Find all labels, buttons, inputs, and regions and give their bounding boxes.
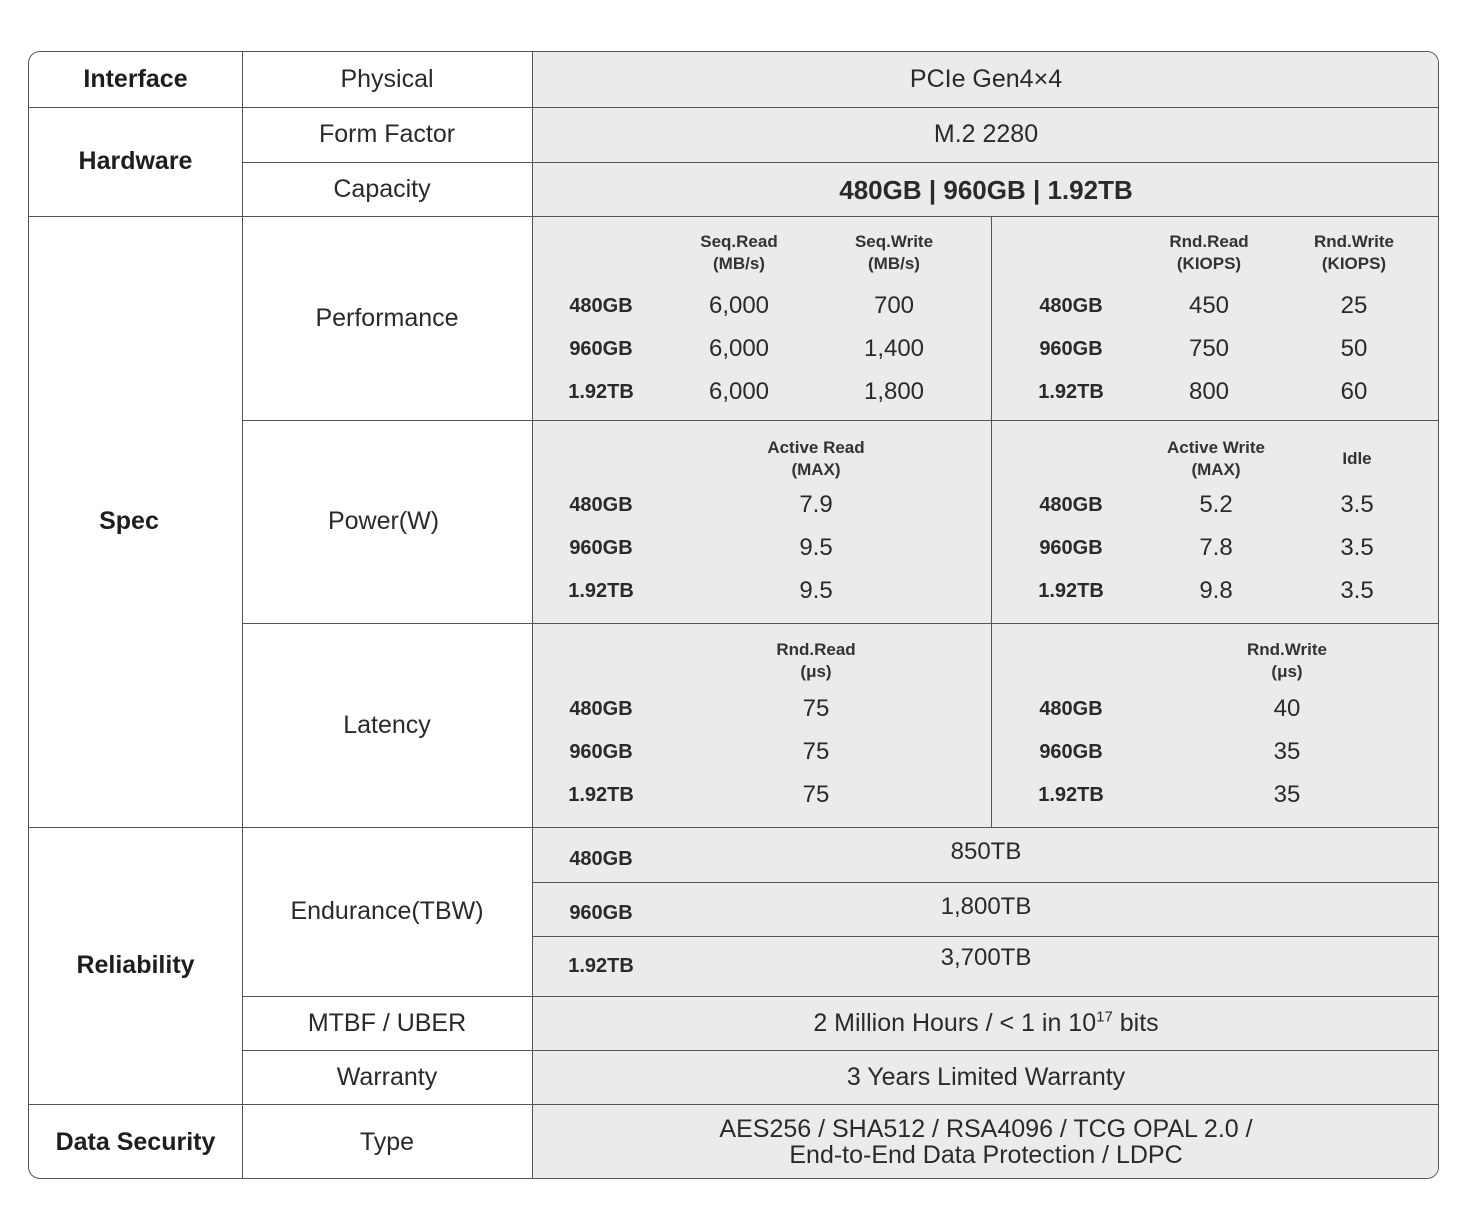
spec-table — [28, 51, 1439, 1179]
perf-row-label: 480GB — [569, 294, 633, 317]
latency-value: 40 — [1273, 695, 1301, 722]
value-capacity: 480GB | 960GB | 1.92TB — [839, 175, 1133, 205]
perf-value: 800 — [1188, 378, 1230, 405]
endurance-row-label: 1.92TB — [568, 954, 634, 977]
power-row-label: 1.92TB — [568, 579, 634, 602]
perf-row-label: 480GB — [1039, 294, 1103, 317]
power-value: 9.5 — [799, 577, 833, 604]
perf-value: 700 — [873, 292, 915, 319]
power-header-active-write: Active Write (MAX) — [1167, 438, 1265, 479]
power-header-active-read: Active Read (MAX) — [767, 438, 865, 479]
power-value: 9.8 — [1199, 577, 1233, 604]
perf-header-seq-read: Seq.Read (MB/s) — [700, 232, 778, 273]
perf-header-rnd-read: Rnd.Read (KIOPS) — [1169, 232, 1249, 273]
perf-row-label: 960GB — [569, 337, 633, 360]
sub-form-factor: Form Factor — [318, 120, 456, 148]
latency-row-label: 480GB — [569, 697, 633, 720]
latency-row-label: 1.92TB — [1038, 783, 1104, 806]
sub-physical: Physical — [340, 65, 434, 93]
perf-value: 6,000 — [708, 378, 770, 405]
sub-warranty: Warranty — [336, 1062, 438, 1091]
power-value: 7.9 — [799, 491, 833, 518]
power-value: 3.5 — [1340, 491, 1374, 518]
perf-value: 6,000 — [708, 292, 770, 319]
latency-header-rnd-write: Rnd.Write (μs) — [1247, 640, 1327, 681]
endurance-value: 850TB — [950, 838, 1022, 865]
value-security: AES256 / SHA512 / RSA4096 / TCG OPAL 2.0 / End-to-End Data Protection / LDPC — [719, 1115, 1253, 1169]
power-value: 9.5 — [799, 534, 833, 561]
latency-value: 35 — [1273, 781, 1301, 808]
perf-value: 60 — [1340, 378, 1368, 405]
perf-row-label: 1.92TB — [568, 380, 634, 403]
power-value: 3.5 — [1340, 534, 1374, 561]
power-row-label: 480GB — [569, 493, 633, 516]
perf-value: 50 — [1340, 335, 1368, 362]
category-data-security: Data Security — [55, 1127, 216, 1156]
perf-row-label: 1.92TB — [1038, 380, 1104, 403]
endurance-row-label: 480GB — [569, 847, 633, 870]
value-form-factor: M.2 2280 — [933, 120, 1039, 148]
power-row-label: 1.92TB — [1038, 579, 1104, 602]
sub-latency: Latency — [343, 710, 431, 739]
value-physical: PCIe Gen4×4 — [909, 65, 1063, 93]
latency-value: 75 — [802, 738, 830, 765]
latency-value: 75 — [802, 781, 830, 808]
power-header-idle: Idle — [1342, 449, 1372, 468]
power-row-label: 480GB — [1039, 493, 1103, 516]
sub-performance: Performance — [315, 303, 459, 332]
value-mtbf: 2 Million Hours / < 1 in $10^{17}$ bits — [813, 1008, 1159, 1037]
perf-value: 1,800 — [863, 378, 925, 405]
sub-endurance: Endurance(TBW) — [290, 897, 484, 925]
latency-row-label: 480GB — [1039, 697, 1103, 720]
endurance-row-label: 960GB — [569, 901, 633, 924]
power-value: 5.2 — [1199, 491, 1233, 518]
endurance-value: 1,800TB — [940, 892, 1032, 920]
sub-power: Power(W) — [327, 507, 440, 535]
power-value: 7.8 — [1199, 534, 1233, 561]
category-interface: Interface — [83, 65, 188, 93]
latency-row-label: 1.92TB — [568, 783, 634, 806]
value-warranty: 3 Years Limited Warranty — [846, 1062, 1126, 1091]
perf-value: 25 — [1340, 292, 1368, 319]
perf-value: 450 — [1188, 292, 1230, 319]
endurance-value: 3,700TB — [940, 943, 1032, 971]
perf-header-seq-write: Seq.Write (MB/s) — [854, 232, 934, 273]
perf-header-rnd-write: Rnd.Write (KIOPS) — [1314, 232, 1394, 273]
perf-value: 6,000 — [708, 335, 770, 362]
sub-capacity: Capacity — [333, 174, 431, 203]
power-row-label: 960GB — [569, 536, 633, 559]
perf-value: 750 — [1188, 335, 1230, 362]
latency-value: 35 — [1273, 738, 1301, 765]
category-reliability: Reliability — [76, 951, 195, 979]
latency-value: 75 — [802, 695, 830, 722]
power-row-label: 960GB — [1039, 536, 1103, 559]
category-spec: Spec — [99, 507, 159, 535]
grid-line — [991, 217, 992, 828]
sub-mtbf: MTBF / UBER — [307, 1008, 467, 1037]
latency-row-label: 960GB — [569, 740, 633, 763]
sub-type: Type — [359, 1127, 415, 1156]
perf-row-label: 960GB — [1039, 337, 1103, 360]
category-hardware: Hardware — [78, 147, 193, 175]
power-value: 3.5 — [1340, 577, 1374, 604]
latency-row-label: 960GB — [1039, 740, 1103, 763]
perf-value: 1,400 — [863, 335, 925, 362]
latency-header-rnd-read: Rnd.Read (μs) — [776, 640, 856, 681]
